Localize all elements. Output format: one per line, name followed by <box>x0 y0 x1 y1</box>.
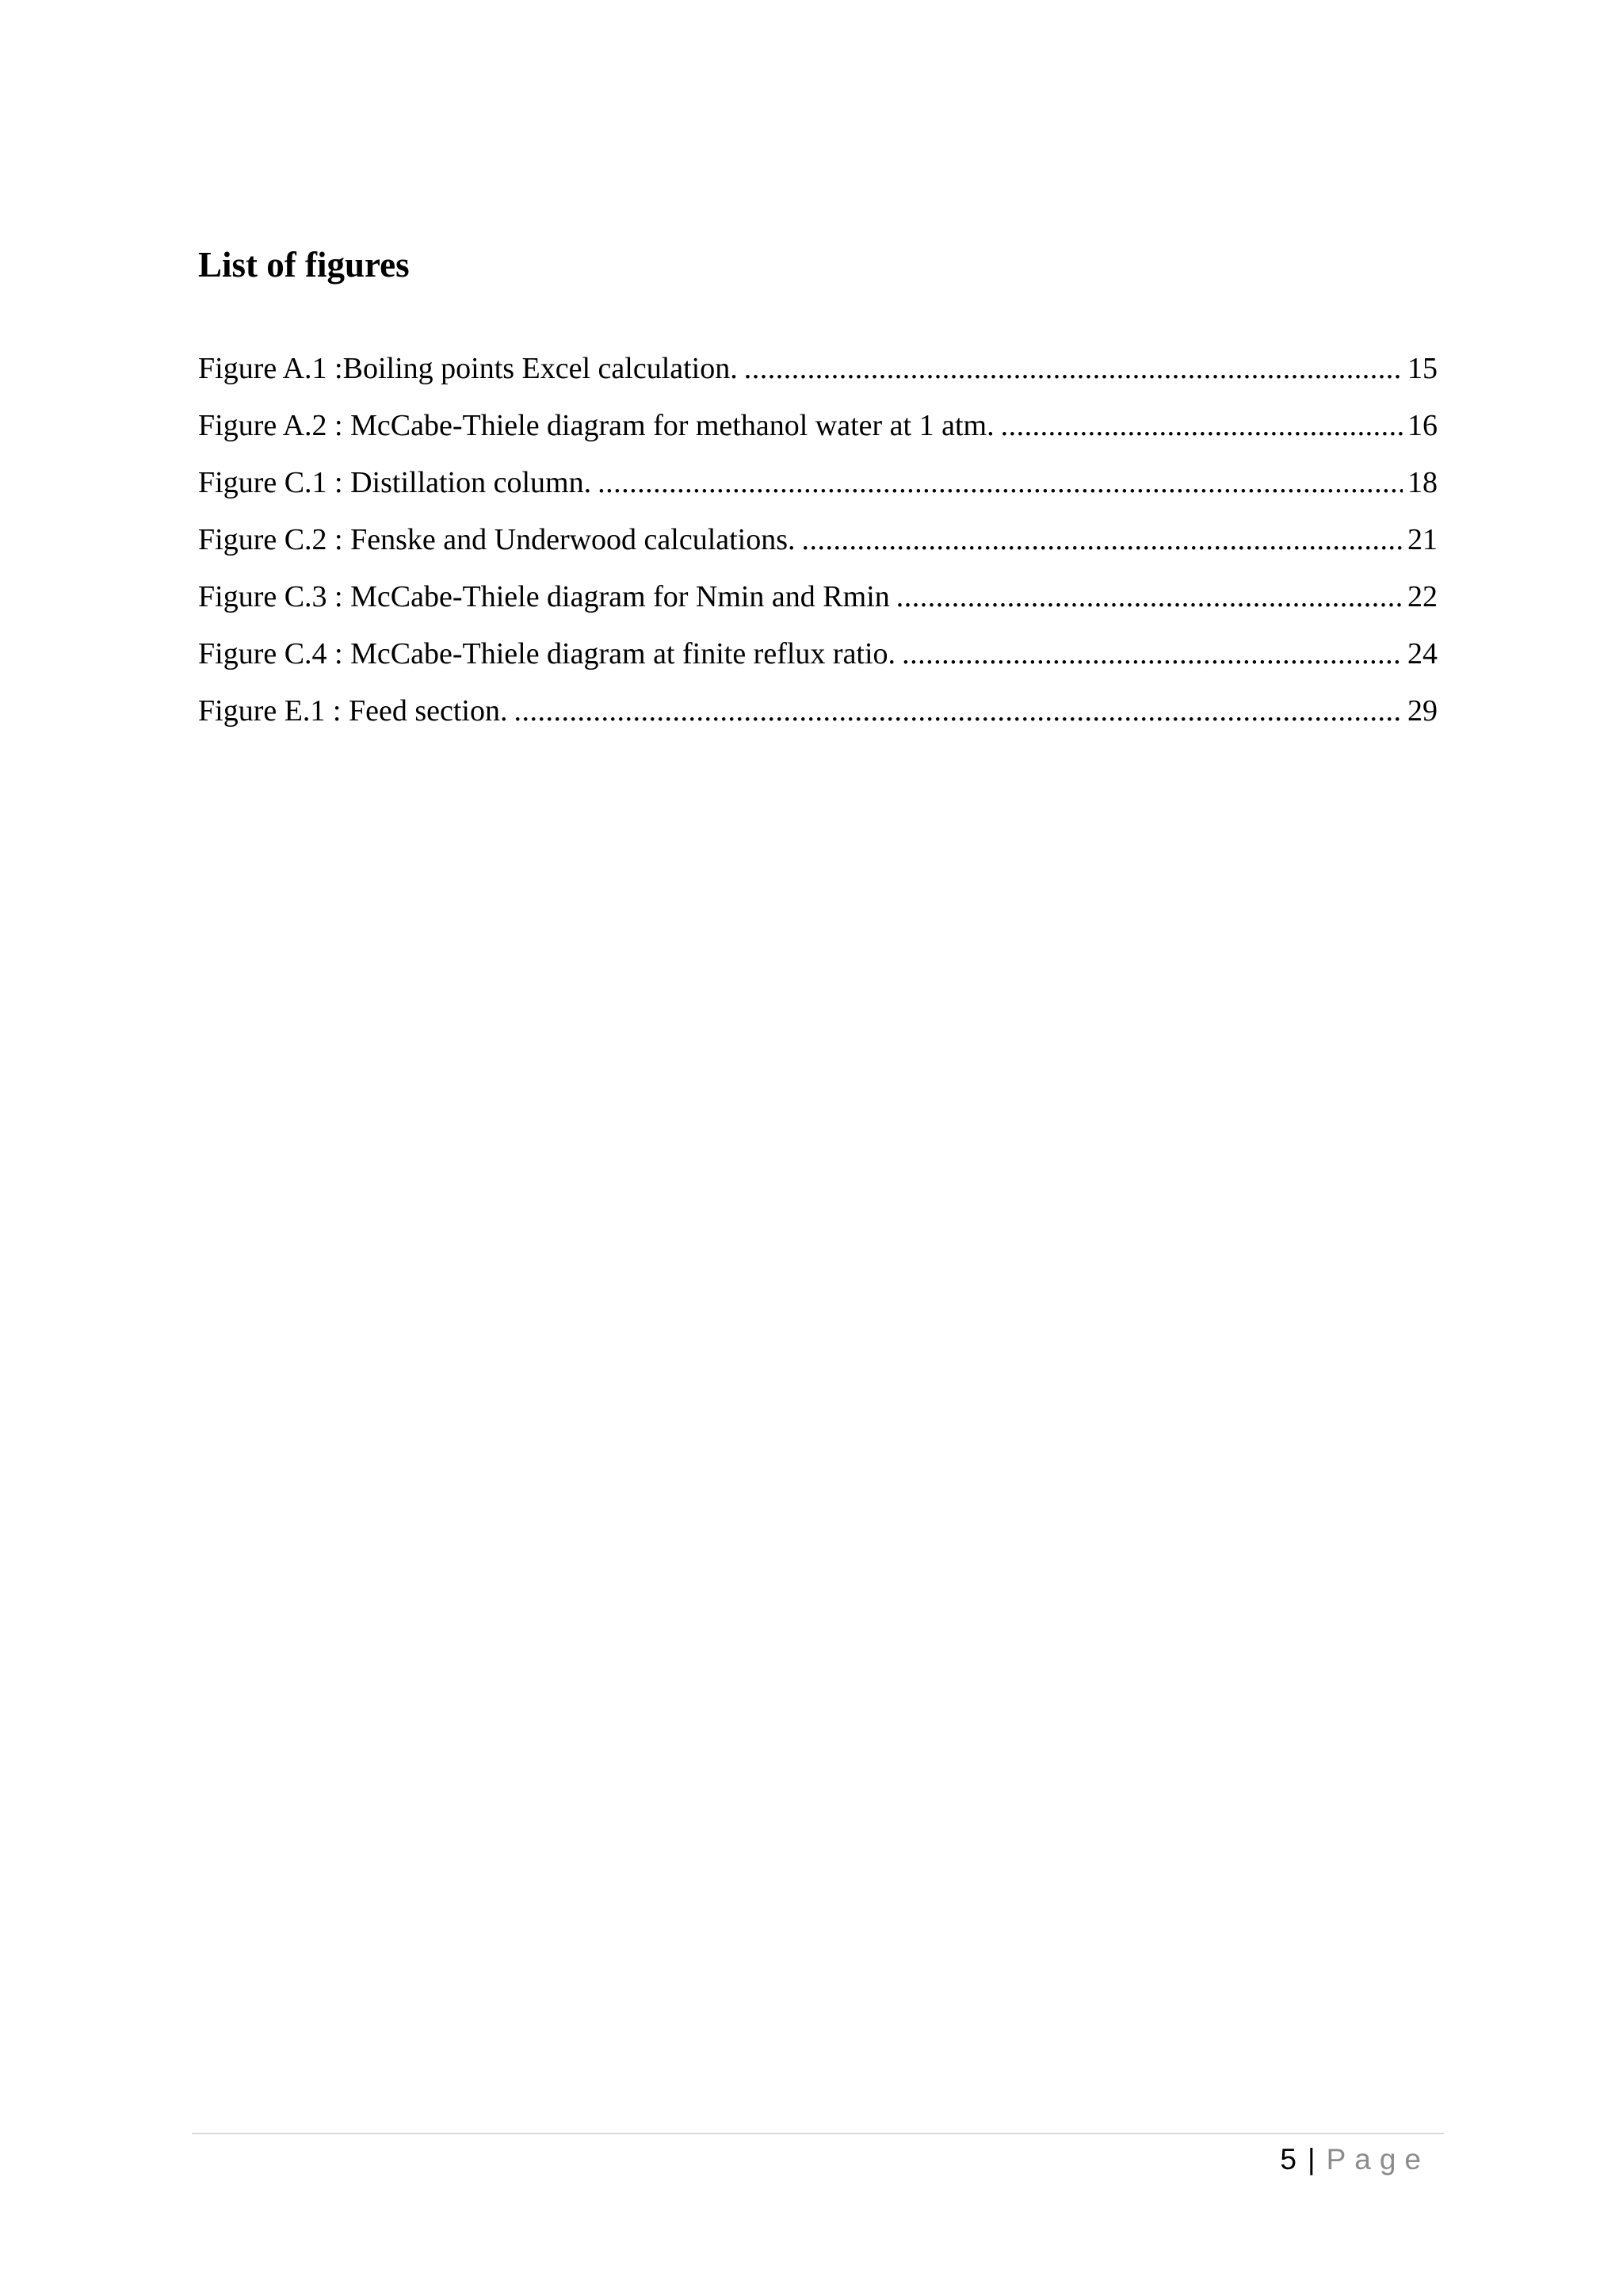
figure-caption: Figure A.2 : McCabe-Thiele diagram for methanol water at 1 atm. <box>198 409 995 442</box>
figure-page-number: 24 <box>1407 637 1438 670</box>
figure-page-number: 22 <box>1407 580 1438 613</box>
dot-leader <box>902 636 1403 672</box>
list-item[interactable] <box>198 350 1438 407</box>
figure-caption: Figure C.3 : McCabe-Thiele diagram for Nmin and Rmin <box>198 580 890 613</box>
list-item[interactable] <box>198 636 1438 693</box>
dot-leader <box>744 350 1403 387</box>
list-item[interactable] <box>198 464 1438 521</box>
footer-divider <box>192 2133 1444 2134</box>
figure-caption: Figure C.2 : Fenske and Underwood calculations. <box>198 523 796 556</box>
list-item[interactable] <box>198 579 1438 636</box>
dot-leader <box>896 579 1403 615</box>
figure-caption: Figure A.1 :Boiling points Excel calculation. <box>198 352 738 385</box>
figure-page-number: 18 <box>1407 466 1438 499</box>
footer-page-word: Page <box>1326 2143 1430 2176</box>
figure-caption: Figure C.4 : McCabe-Thiele diagram at finite reflux ratio. <box>198 637 896 670</box>
list-item[interactable] <box>198 693 1438 750</box>
figure-page-number: 21 <box>1407 523 1438 556</box>
page-title: List of figures <box>198 245 410 285</box>
figure-caption: Figure E.1 : Feed section. <box>198 694 508 728</box>
footer-separator: | <box>1307 2143 1316 2176</box>
page-footer <box>1280 2141 1430 2178</box>
figure-page-number: 15 <box>1407 352 1438 385</box>
list-item[interactable] <box>198 521 1438 579</box>
list-item[interactable] <box>198 407 1438 464</box>
footer-page-number: 5 <box>1280 2143 1296 2176</box>
figure-page-number: 16 <box>1407 409 1438 442</box>
dot-leader <box>514 693 1403 729</box>
figure-list <box>198 350 1438 750</box>
dot-leader <box>802 521 1403 558</box>
figure-caption: Figure C.1 : Distillation column. <box>198 466 592 499</box>
dot-leader <box>1001 407 1403 444</box>
dot-leader <box>598 464 1403 501</box>
figure-page-number: 29 <box>1407 694 1438 728</box>
